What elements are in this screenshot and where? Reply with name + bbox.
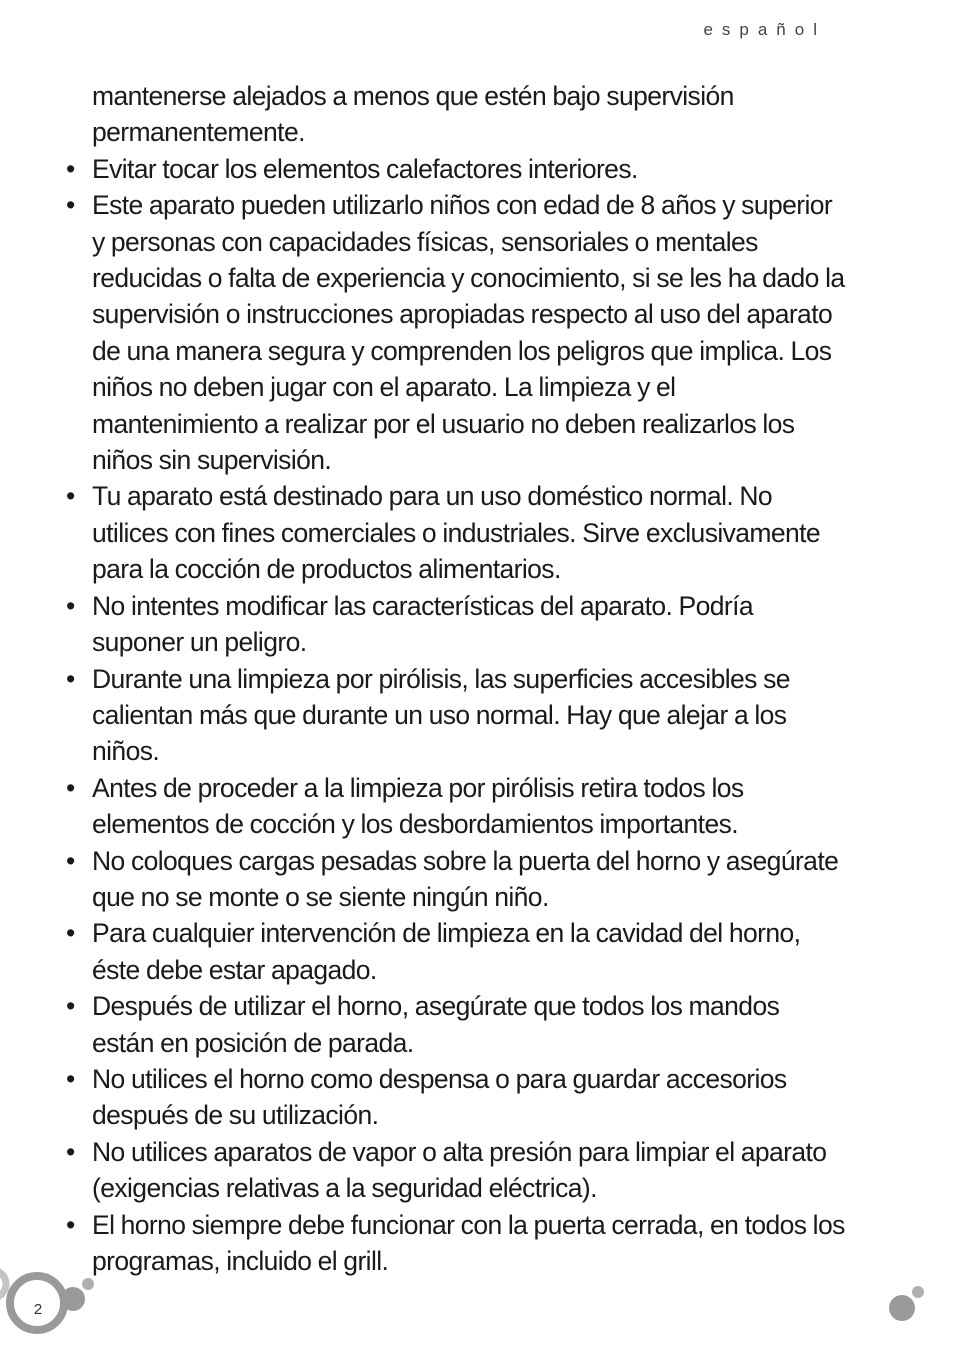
list-item (66, 1061, 846, 1134)
safety-instructions (66, 78, 846, 1279)
bullet-icon: • (66, 663, 75, 694)
tiny-dot-icon (82, 1278, 94, 1290)
list-item-text: Antes de proceder a la limpieza por pirólisis retira todos los elementos de cocción y los desbordamientos importantes. (92, 772, 744, 840)
list-item-text: Para cualquier intervención de limpieza en la cavidad del horno, éste debe estar apagado. (92, 918, 801, 985)
bullet-icon: • (66, 772, 75, 803)
list-item (66, 988, 846, 1061)
list-item (66, 843, 846, 916)
intro-paragraph: mantenerse alejados a menos que estén bajo supervisión permanentemente. (92, 81, 734, 148)
list-item (66, 915, 846, 988)
footer-right-decoration (880, 1280, 930, 1330)
bullet-icon: • (66, 991, 75, 1022)
list-item-text: Evitar tocar los elementos calefactores interiores. (92, 153, 638, 184)
partial-ring-icon (0, 1270, 6, 1298)
list-item-text: No utilices el horno como despensa o para guardar accesorios después de su utilización. (92, 1063, 787, 1131)
instruction-list (66, 151, 846, 1280)
language-header: español (703, 20, 826, 39)
list-item-text: No utilices aparatos de vapor o alta presión para limpiar el aparato (exigencias relativas a la seguridad eléctrica). (92, 1136, 827, 1204)
bullet-icon: • (66, 845, 75, 876)
list-item-text: Después de utilizar el horno, asegúrate que todos los mandos están en posición de parada. (92, 991, 780, 1058)
list-item (66, 1207, 846, 1280)
bullet-icon: • (66, 1063, 75, 1094)
list-item (66, 187, 846, 478)
list-item (66, 770, 846, 843)
dot-small-icon (912, 1286, 924, 1298)
list-item-text: Este aparato pueden utilizarlo niños con edad de 8 años y superior y personas con capacidades físicas, sensoriales o mentales reducidas o falta de experiencia y conocimiento, si se les ha dado la supervisión o instrucciones apropiadas respecto al uso del aparato de una manera segura y comprenden los peligros que implica. Los niños no deben jugar con el aparato. La limpieza y el mantenimiento a realizar por el usuario no deben realizarlos los niños sin supervisión. (92, 190, 845, 476)
list-item (66, 661, 846, 770)
list-item-text: No coloques cargas pesadas sobre la puerta del horno y asegúrate que no se monte o se siente ningún niño. (92, 845, 839, 912)
bullet-icon: • (66, 1209, 75, 1240)
bullet-icon: • (66, 590, 75, 621)
bullet-icon: • (66, 481, 75, 512)
footer-circles-decoration (0, 1262, 110, 1354)
list-item-text: No intentes modificar las características del aparato. Podría suponer un peligro. (92, 590, 754, 658)
list-item-text: Durante una limpieza por pirólisis, las superficies accesibles se calientan más que durante un uso normal. Hay que alejar a los niños. (92, 663, 790, 767)
bullet-icon: • (66, 153, 75, 184)
page-number: 2 (33, 1301, 43, 1318)
bullet-icon: • (66, 918, 75, 949)
list-item-text: El horno siempre debe funcionar con la puerta cerrada, en todos los programas, incluido el grill. (92, 1209, 845, 1276)
list-item (66, 588, 846, 661)
list-item (66, 478, 846, 587)
list-item (66, 151, 846, 187)
bullet-icon: • (66, 1136, 75, 1167)
list-item (66, 1134, 846, 1207)
list-item-text: Tu aparato está destinado para un uso doméstico normal. No utilices con fines comerciales o industriales. Sirve exclusivamente para la cocción de productos alimentarios. (92, 481, 821, 585)
dot-large-icon (889, 1295, 915, 1321)
small-dot-icon (61, 1287, 85, 1311)
bullet-icon: • (66, 190, 75, 221)
